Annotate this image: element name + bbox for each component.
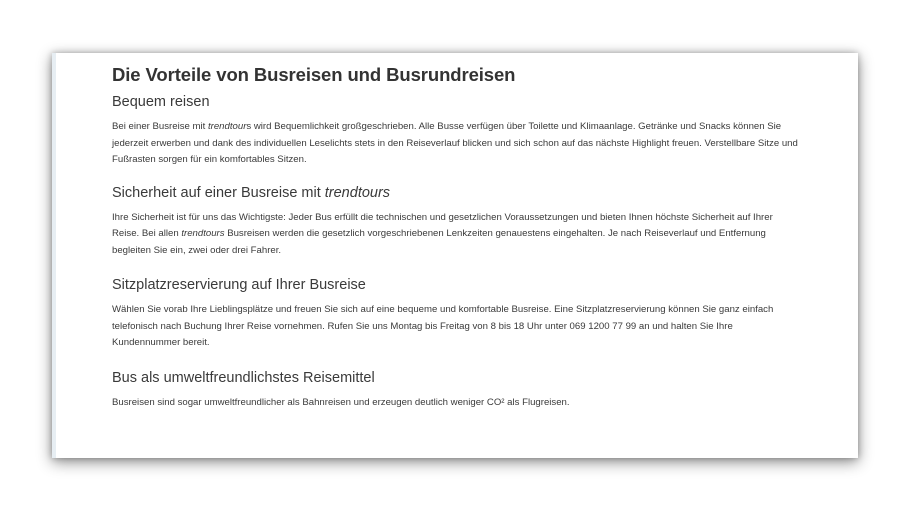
section-text bbox=[112, 210, 802, 260]
section-text: Wählen Sie vorab Ihre Lieblingsplätze und freuen Sie sich auf eine bequeme und komfortable Busreise. Eine Sitzplatzreservierung können Sie ganz einfach telefonisch nach Buchung Ihrer Reise vornehmen. Rufen Sie uns Montag bis Freitag von 8 bis 18 Uhr unter 069 1200 77 99 an und halten Sie Ihre Kundennummer bereit. bbox=[112, 304, 774, 348]
section-text: Busreisen sind sogar umweltfreundlicher als Bahnreisen und erzeugen deutlich weniger CO² als Flugreisen. bbox=[112, 396, 570, 408]
article-card bbox=[52, 53, 858, 458]
brand-name: trendtours bbox=[324, 184, 391, 201]
section-safety bbox=[112, 185, 802, 260]
section-seat-reservation bbox=[112, 277, 802, 352]
section-heading: Bequem reisen bbox=[112, 94, 210, 110]
section-heading bbox=[112, 185, 802, 201]
section-heading: Sitzplatzreservierung auf Ihrer Busreise bbox=[112, 277, 366, 293]
section-text bbox=[112, 119, 802, 169]
brand-name: trendtour bbox=[207, 121, 247, 132]
article-title: Die Vorteile von Busreisen und Busrundreisen bbox=[112, 64, 516, 85]
section-heading: Bus als umweltfreundlichstes Reisemittel bbox=[112, 369, 375, 386]
text-part: s wird Bequemlichkeit großgeschrieben. Alle Busse verfügen über Toilette und Klimaanlage. Getränke und Snacks können Sie jederzeit erwerben und dank des individuellen Leselichts stets in den Reiseverlauf blicken und sich schon auf das nächste Highlight freuen. Verstellbare Sitze und Fußrasten sorgen für ein komfortables Sitzen. bbox=[112, 121, 798, 165]
section-environment bbox=[112, 370, 802, 412]
text-part: Ihre Sicherheit ist für uns das Wichtigste: Jeder Bus erfüllt die technischen und gesetzlichen Voraussetzungen und bieten Ihnen höchste Sicherheit auf Ihrer Reise. Bei allen bbox=[112, 211, 773, 239]
brand-name: trendtours bbox=[181, 228, 225, 239]
heading-part: Sicherheit auf einer Busreise mit bbox=[112, 184, 325, 201]
section-comfort bbox=[112, 94, 802, 169]
card-left-accent bbox=[52, 53, 56, 458]
text-part: Busreisen werden die gesetzlich vorgeschriebenen Lenkzeiten genauestens eingehalten. Je nach Reiseverlauf und Entfernung begleiten Sie ein, zwei oder drei Fahrer. bbox=[112, 228, 766, 256]
article-content bbox=[112, 64, 802, 429]
text-part: Bei einer Busreise mit bbox=[112, 121, 208, 132]
